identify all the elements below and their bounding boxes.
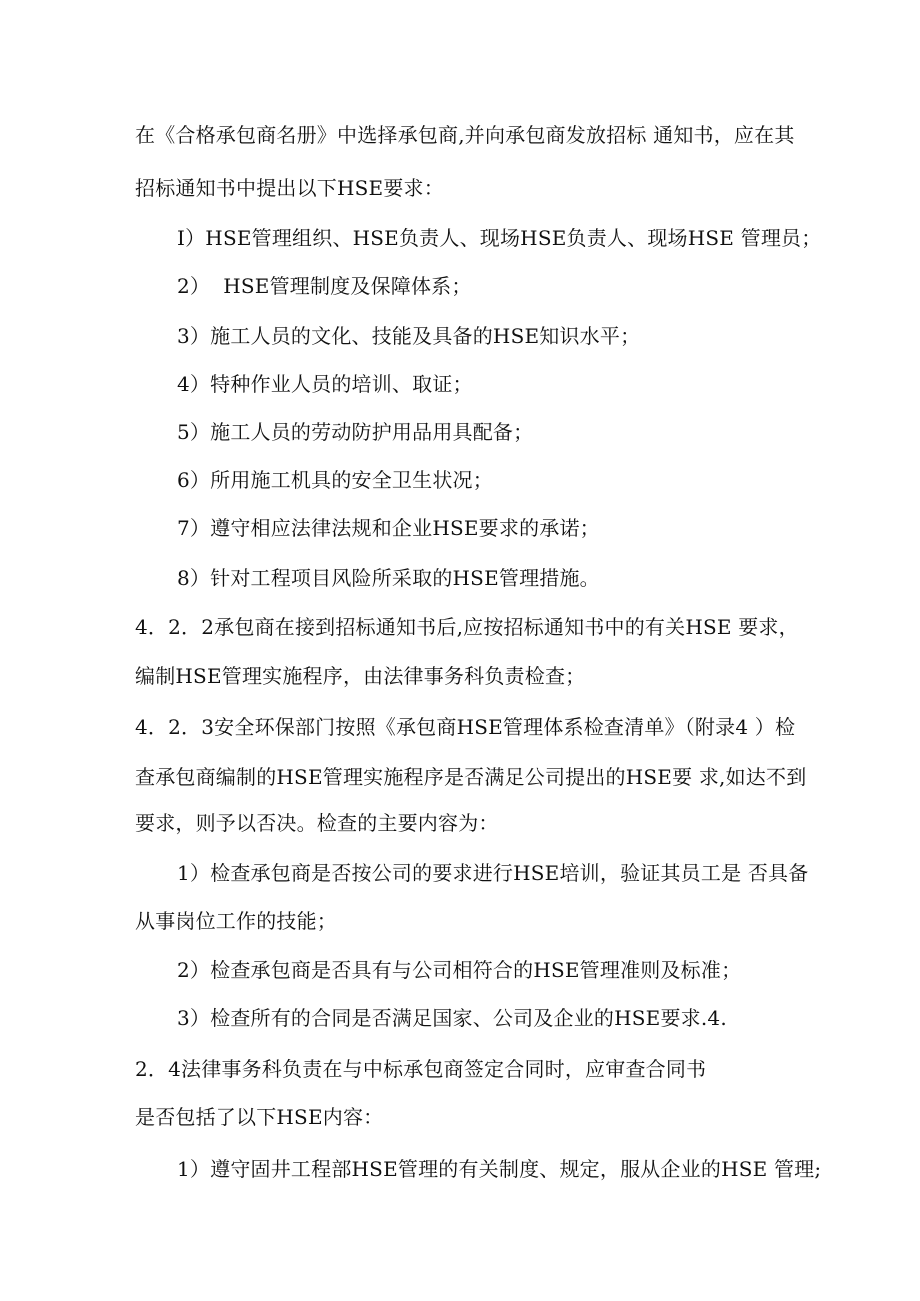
paragraph-line: 要求，则予以否决。检查的主要内容为： bbox=[135, 811, 499, 835]
list-item: 6）所用施工机具的安全卫生状况； bbox=[177, 468, 493, 492]
list-item-continuation: 从事岗位工作的技能； bbox=[135, 909, 337, 933]
list-item: 3）检查所有的合同是否满足国家、公司及企业的HSE要求.4. bbox=[177, 1006, 727, 1030]
list-item: 7）遵守相应法律法规和企业HSE要求的承诺； bbox=[177, 516, 600, 540]
list-item: 3）施工人员的文化、技能及具备的HSE知识水平； bbox=[177, 324, 641, 348]
list-item: I）HSE管理组织、HSE负责人、现场HSE负责人、现场HSE 管理员； bbox=[177, 226, 822, 250]
paragraph-line: 在《合格承包商名册》中选择承包商,并向承包商发放招标 通知书，应在其 bbox=[135, 123, 795, 147]
paragraph-line: 查承包商编制的HSE管理实施程序是否满足公司提出的HSE要 求,如达不到 bbox=[135, 765, 807, 789]
list-item: 2）检查承包商是否具有与公司相符合的HSE管理准则及标准； bbox=[177, 958, 742, 982]
list-item: 8）针对工程项目风险所采取的HSE管理措施。 bbox=[177, 566, 600, 590]
section-heading-4-2-2: 4．2．2承包商在接到招标通知书后,应按招标通知书中的有关HSE 要求， bbox=[135, 615, 799, 639]
section-heading-4-2-3: 4．2．3安全环保部门按照《承包商HSE管理体系检查清单》（附录4 ）检 bbox=[135, 715, 796, 739]
paragraph-line: 编制HSE管理实施程序，由法律事务科负责检查； bbox=[135, 664, 586, 688]
list-item: 5）施工人员的劳动防护用品用具配备； bbox=[177, 420, 534, 444]
list-item: 2） HSE管理制度及保障体系； bbox=[177, 274, 472, 298]
list-item: 4）特种作业人员的培训、取证； bbox=[177, 372, 473, 396]
paragraph-line: 是否包括了以下HSE内容： bbox=[135, 1105, 384, 1129]
list-item: 1）检查承包商是否按公司的要求进行HSE培训，验证其员工是 否具备 bbox=[177, 861, 809, 885]
list-item: 1）遵守固井工程部HSE管理的有关制度、规定，服从企业的HSE 管理; bbox=[177, 1157, 822, 1181]
paragraph-line: 招标通知书中提出以下HSE要求： bbox=[135, 176, 444, 200]
section-heading-4-2-4: 2．4法律事务科负责在与中标承包商签定合同时，应审查合同书 bbox=[135, 1057, 707, 1081]
